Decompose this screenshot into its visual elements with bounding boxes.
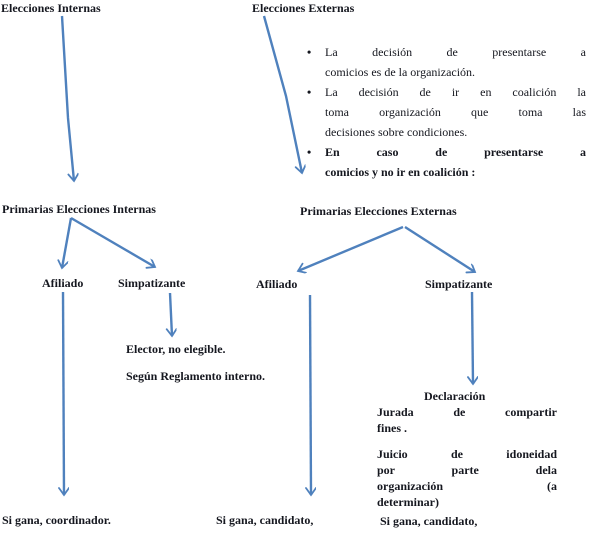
node-elecciones-externas: Elecciones Externas [252, 1, 355, 15]
arrow-primarias-internas-to-afiliado [62, 218, 71, 268]
note-line: Juicio de idoneidad [377, 447, 557, 461]
note-line: fines . [377, 421, 407, 435]
bullet-item-2 [300, 82, 586, 142]
bullet-icon: • [307, 145, 312, 159]
note-line: Jurada de compartir [377, 405, 557, 419]
bullet-icon: • [307, 45, 312, 59]
bullet-item-3 [300, 142, 586, 182]
arrow-primarias-internas-to-simpatizante [71, 218, 155, 267]
bullet-list [300, 42, 586, 182]
node-primarias-internas: Primarias Elecciones Internas [2, 202, 156, 216]
outcome-candidato-afiliado: Si gana, candidato, [216, 513, 314, 527]
arrow-elecciones-internas-down [62, 16, 74, 181]
node-simpatizante-left: Simpatizante [118, 276, 186, 290]
bullet-line: La decisión de ir en coalición la [325, 85, 586, 99]
node-simpatizante-right: Simpatizante [425, 277, 493, 291]
bullet-line: En caso de presentarse a [325, 145, 586, 159]
bullet-line: toma organización que toma las [325, 105, 586, 119]
node-primarias-externas: Primarias Elecciones Externas [300, 204, 457, 218]
note-line: Declaración [424, 389, 486, 403]
arrow-afiliado-right-down [310, 295, 311, 495]
note-elector: Elector, no elegible. [126, 342, 226, 356]
note-line: organización (a [377, 479, 557, 493]
note-juicio-idoneidad [377, 446, 557, 510]
bullet-line: comicios es de la organización. [325, 65, 476, 79]
outcome-coordinador: Si gana, coordinador. [2, 513, 111, 527]
arrow-afiliado-left-down [63, 292, 64, 495]
bullet-line: comicios y no ir en coalición : [325, 165, 476, 179]
bullet-line: La decisión de presentarse a [325, 45, 586, 59]
arrow-elecciones-externas-down [264, 16, 302, 173]
note-line: determinar) [377, 495, 439, 509]
node-elecciones-internas: Elecciones Internas [1, 1, 101, 15]
bullet-icon: • [307, 85, 312, 99]
node-afiliado-left: Afiliado [42, 276, 84, 290]
outcome-candidato-simpatizante: Si gana, candidato, [380, 514, 478, 528]
node-afiliado-right: Afiliado [256, 277, 298, 291]
arrow-primarias-externas-to-simpatizante [405, 227, 475, 272]
bullet-item-1 [300, 42, 586, 82]
bullet-line: decisiones sobre condiciones. [325, 125, 468, 139]
arrow-primarias-externas-to-afiliado [298, 227, 403, 271]
note-declaracion-jurada [377, 388, 557, 436]
note-reglamento: Según Reglamento interno. [126, 369, 265, 383]
arrow-simpatizante-left-down [170, 293, 172, 336]
arrow-simpatizante-right-down [472, 292, 473, 384]
note-line: por parte dela [377, 463, 557, 477]
